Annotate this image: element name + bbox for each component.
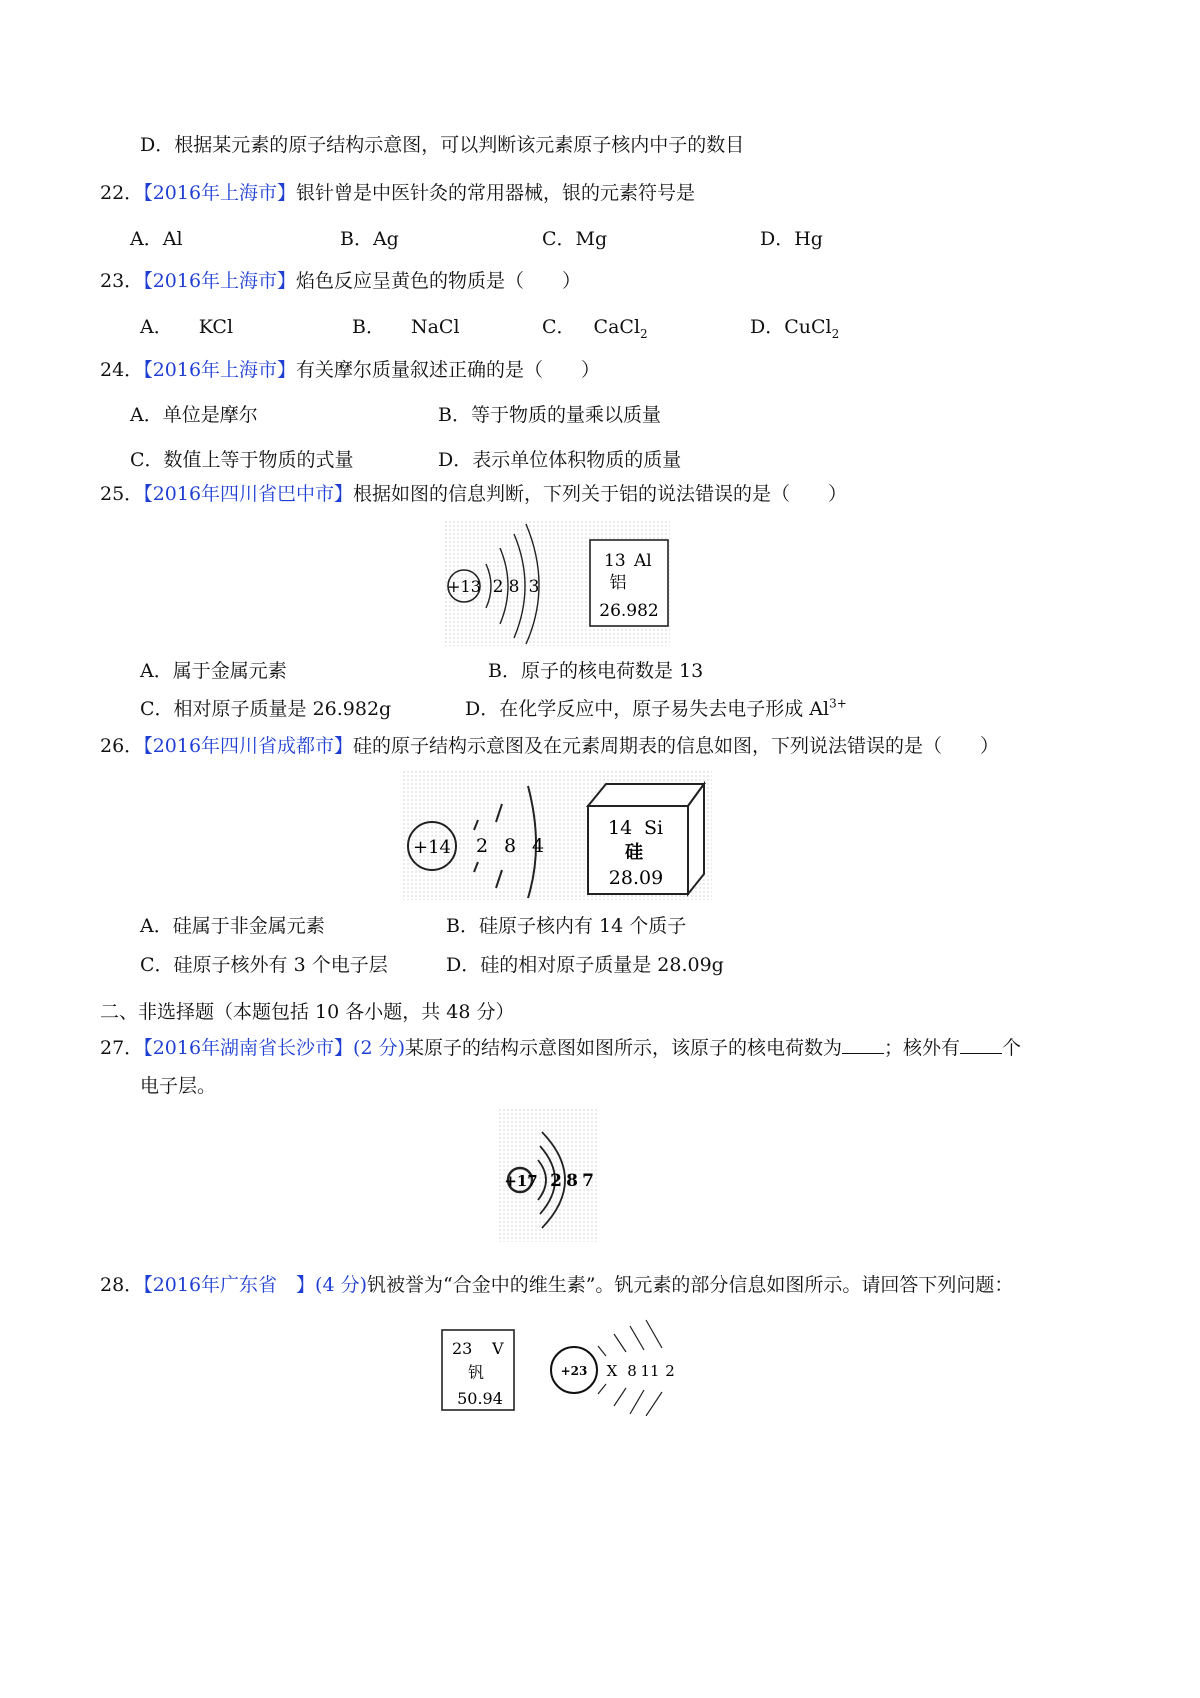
element-name: 铝 xyxy=(609,573,627,593)
question-28 xyxy=(100,1272,1013,1298)
question-source: 【2016年上海市】 xyxy=(143,270,297,292)
q27-figure xyxy=(498,1108,598,1242)
question-22 xyxy=(100,180,695,206)
element-symbol: V xyxy=(492,1339,504,1358)
shell-arc xyxy=(598,1346,606,1394)
q26-figure xyxy=(402,770,712,900)
question-source: 【2016年四川省成都市】 xyxy=(143,735,354,757)
q23-option-d: D．CuCl$_2$ xyxy=(750,316,840,341)
q22-option-c: C．Mg xyxy=(542,228,608,250)
nucleus-charge: +13 xyxy=(447,577,481,596)
q28-figure xyxy=(440,1316,690,1416)
nucleus-charge: +14 xyxy=(413,837,451,858)
atomic-number: 14 xyxy=(608,817,633,839)
question-stem: 根据如图的信息判断，下列关于铝的说法错误的是（ ） xyxy=(353,483,848,505)
answer-blank[interactable] xyxy=(960,1035,1002,1054)
element-symbol: Si xyxy=(644,817,664,839)
question-25 xyxy=(100,481,847,507)
q25-option-d: D．在化学反应中，原子易失去电子形成 $Al^{3+}$ xyxy=(465,696,847,720)
q25-option-b: B．原子的核电荷数是 13 xyxy=(488,660,704,682)
element-symbol: Al xyxy=(634,551,652,571)
q25-option-c: C．相对原子质量是 26.982g xyxy=(140,698,392,720)
atomic-number: 13 xyxy=(604,551,626,571)
question-number: 27． xyxy=(100,1037,144,1059)
question-27: 27．【2016年湖南省长沙市】(2 分)某原子的结构示意图如图所示，该原子的核电荷数为 ；核外有 个 xyxy=(100,1037,1022,1059)
question-stem: 钒被誉为“合金中的维生素”。钒元素的部分信息如图所示。请回答下列问题： xyxy=(367,1274,1014,1296)
atomic-mass: 26.982 xyxy=(599,601,659,621)
q26-option-b: B．硅原子核内有 14 个质子 xyxy=(446,915,687,937)
q23-option-b: B． NaCl xyxy=(352,316,460,338)
q22-option-d: D．Hg xyxy=(760,228,823,250)
q22-option-a: A．Al xyxy=(130,228,183,250)
vanadium-figure xyxy=(440,1316,690,1416)
q26-option-d: D．硅的相对原子质量是 28.09g xyxy=(446,954,724,976)
element-name: 钒 xyxy=(467,1363,485,1382)
nucleus-charge: +17 xyxy=(504,1172,538,1190)
shell-electrons: 2 xyxy=(475,835,489,857)
silicon-atom-diagram xyxy=(402,770,712,900)
shell-electrons: 11 xyxy=(640,1362,660,1380)
q24-option-c: C．数值上等于物质的式量 xyxy=(130,449,354,471)
shell-electrons: 8 xyxy=(627,1362,637,1380)
shell-electrons: 8 xyxy=(566,1171,578,1191)
chlorine-atom-diagram xyxy=(498,1108,598,1242)
shell-electrons: 8 xyxy=(503,835,517,857)
question-number: 24． xyxy=(100,359,144,381)
question-26 xyxy=(100,733,999,759)
atomic-mass: 28.09 xyxy=(608,867,664,889)
nucleus-charge: +23 xyxy=(560,1364,588,1378)
question-stem: 焰色反应呈黄色的物质是（ ） xyxy=(296,270,582,292)
q22-option-b: B．Ag xyxy=(340,228,399,250)
shell-electrons: 2 xyxy=(492,577,504,597)
question-number: 26． xyxy=(100,735,144,757)
question-stem: 有关摩尔质量叙述正确的是（ ） xyxy=(296,359,601,381)
element-name: 硅 xyxy=(625,842,643,863)
question-number: 25． xyxy=(100,483,144,505)
atomic-number: 23 xyxy=(452,1339,473,1358)
question-23 xyxy=(100,268,581,294)
question-source: 【2016年湖南省长沙市】(2 分) xyxy=(143,1037,405,1059)
q23-option-a: A． KCl xyxy=(140,316,234,338)
shell-electrons: 4 xyxy=(531,835,545,857)
q25-option-a: A．属于金属元素 xyxy=(140,660,287,682)
q23-option-c: C． CaCl$_2$ xyxy=(542,316,648,341)
shell-electrons: 2 xyxy=(550,1171,562,1191)
q26-option-c: C．硅原子核外有 3 个电子层 xyxy=(140,954,388,976)
question-stem: 某原子的结构示意图如图所示，该原子的核电荷数为 xyxy=(405,1037,843,1059)
question-number: 22． xyxy=(100,182,144,204)
question-source: 【2016年四川省巴中市】 xyxy=(143,483,354,505)
q24-option-b: B．等于物质的量乘以质量 xyxy=(438,404,661,426)
shell-electrons: X xyxy=(606,1362,618,1380)
shell-arc xyxy=(486,564,491,608)
question-stem: 硅的原子结构示意图及在元素周期表的信息如图，下列说法错误的是（ ） xyxy=(353,735,1000,757)
answer-blank[interactable] xyxy=(842,1035,884,1054)
q26-option-a: A．硅属于非金属元素 xyxy=(140,915,325,937)
question-number: 28． xyxy=(100,1274,144,1296)
q24-option-d: D．表示单位体积物质的质量 xyxy=(438,449,682,471)
question-24 xyxy=(100,357,600,383)
q24-option-a: A．单位是摩尔 xyxy=(130,404,258,426)
q25-figure xyxy=(444,520,670,646)
question-number: 23． xyxy=(100,270,144,292)
shell-arc xyxy=(496,804,502,888)
shell-electrons: 3 xyxy=(528,577,540,597)
section-title: 二、非选择题（本题包括 10 各小题，共 48 分） xyxy=(100,1001,515,1023)
atomic-mass: 50.94 xyxy=(457,1389,503,1408)
q21-option-d: D．根据某元素的原子结构示意图，可以判断该元素原子核内中子的数目 xyxy=(140,134,745,156)
aluminum-atom-diagram xyxy=(444,520,670,646)
shell-electrons: 8 xyxy=(508,577,520,597)
question-source: 【2016年上海市】 xyxy=(143,359,297,381)
shell-arc xyxy=(538,1160,546,1200)
shell-electrons: 7 xyxy=(582,1171,594,1191)
shell-electrons: 2 xyxy=(665,1362,675,1380)
question-source: 【2016年上海市】 xyxy=(143,182,297,204)
question-27-continuation: 电子层。 xyxy=(140,1075,217,1097)
question-stem: 银针曾是中医针灸的常用器械，银的元素符号是 xyxy=(296,182,696,204)
question-source: 【2016年广东省 】(4 分) xyxy=(143,1274,367,1296)
